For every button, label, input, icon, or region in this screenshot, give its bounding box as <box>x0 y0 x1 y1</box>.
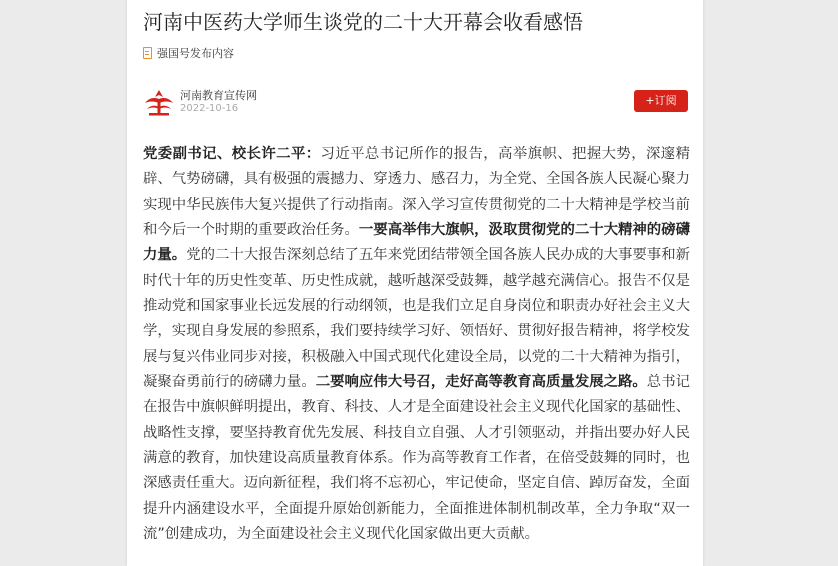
body-segment-bold: 一要高举伟大旗帜，汲取贯彻党的二十大精神的磅礴力量。 <box>143 222 690 264</box>
author-name[interactable]: 河南教育宣传网 <box>180 89 257 102</box>
source-tag <box>143 44 234 62</box>
subscribe-button[interactable]: +订阅 <box>634 90 688 112</box>
body-segment-bold: 二要响应伟大号召，走好高等教育高质量发展之路。 <box>315 374 647 391</box>
author-row <box>143 86 688 120</box>
avatar[interactable] <box>143 89 175 117</box>
body-segment: 党的二十大报告深刻总结了五年来党团结带领全国各族人民办成的大事要事和新时代十年的历史性变革、历史性成就，越听越深受鼓舞，越学越充满信心。报告不仅是推动党和国家事业长远发展的行动纲领，也是我们立足自身岗位和职责办好社会主义大学，实现自身发展的参照系，我们要持续学习好、领悟好、贯彻好报告精神，将学校发展与复兴伟业同步对接，积极融入中国式现代化建设全局，以党的二十大精神为指引，凝聚奋勇前行的磅礴力量。 <box>143 247 690 391</box>
source-tag-label: 强国号发布内容 <box>157 47 234 60</box>
publish-date: 2022-10-16 <box>180 103 239 114</box>
body-segment: 总书记在报告中旗帜鲜明提出，教育、科技、人才是全面建设社会主义现代化国家的基础性、战略性支撑，要坚持教育优先发展、科技自立自强、人才引领驱动，并指出要办好人民满意的教育，加快建设高质量教育体系。作为高等教育工作者，在倍受鼓舞的同时，也深感责任重大。迈向新征程，我们将不忘初心，牢记使命，坚定自信、踔厉奋发，全面提升内涵建设水平，全面提升原始创新能力，全面推进体制机制改革，全力争取“双一流”创建成功，为全面建设社会主义现代化国家做出更大贡献。 <box>143 374 690 543</box>
document-icon <box>143 47 152 59</box>
article-body <box>143 142 690 548</box>
body-segment-bold: 党委副书记、校长许二平： <box>143 146 321 162</box>
article-page <box>127 0 703 566</box>
article-title: 河南中医药大学师生谈党的二十大开幕会收看感悟 <box>143 10 583 34</box>
body-segment: 习近平总书记所作的报告，高举旗帜、把握大势，深邃精辟、气势磅礴，具有极强的震撼力、穿透力、感召力，为全党、全国各族人民凝心聚力实现中华民族伟大复兴提供了行动指南。深入学习宣传贯彻党的二十大精神是学校当前和今后一个时期的重要政治任务。 <box>143 146 690 239</box>
